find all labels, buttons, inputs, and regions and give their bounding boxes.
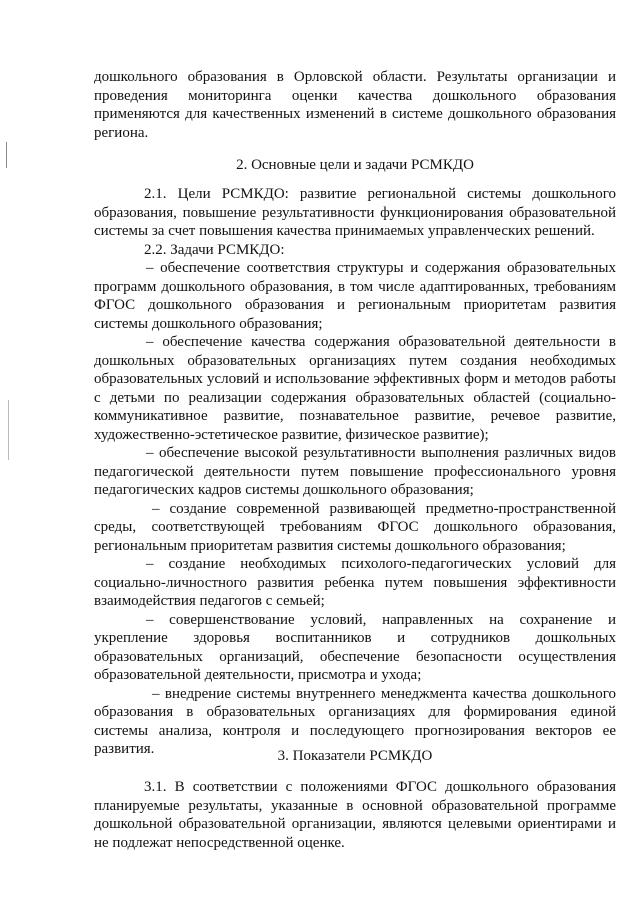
task-item: – обеспечение высокой результативности выполнения различных видов педагогической деятельности путем повышение профессионального уровня педагогических кадров системы дошкольного образования; xyxy=(94,445,616,498)
section-3-heading: 3. Показатели РСМКДО xyxy=(277,748,433,764)
intro-paragraph: дошкольного образования в Орловской области. Результаты организации и проведения мониторинга оценки качества дошкольного образования применяются для качественных изменений в системе дошкольного образования региона. xyxy=(94,69,616,141)
goals-paragraph: 2.1. Цели РСМКДО: развитие региональной системы дошкольного образования, повышение результативности функционирования образовательной системы за счет повышения качества принимаемых управленческих решений. xyxy=(94,186,616,239)
task-item: – совершенствование условий, направленных на сохранение и укрепление здоровья воспитанников и сотрудников дошкольных образовательных организаций, обеспечение безопасности осуществления образовательной деятельности, присмотра и ухода; xyxy=(94,611,616,683)
section-2-body xyxy=(94,185,616,759)
indicators-paragraph: 3.1. В соответствии с положениями ФГОС дошкольного образования планируемые результаты, указанные в основной образовательной программе дошкольной образовательной организации, являются целевыми ориентирами и не подлежат непосредственной оценке. xyxy=(94,779,616,851)
body-text xyxy=(94,68,616,142)
section-3-body xyxy=(94,778,616,852)
task-item: – создание необходимых психолого-педагогических условий для социально-личностного развития ребенка путем повышения эффективности взаимодействия педагогов с семьей; xyxy=(94,556,616,609)
scan-margin-mark xyxy=(8,400,9,460)
tasks-title: 2.2. Задачи РСМКДО: xyxy=(144,241,285,258)
scan-margin-mark xyxy=(6,142,7,168)
section-2-heading: 2. Основные цели и задачи РСМКДО xyxy=(236,157,474,173)
task-item: – внедрение системы внутреннего менеджмента качества дошкольного образования в образовательных организациях для формирования единой системы анализа, контроля и последующего прогнозирования векторов ее развития. xyxy=(94,685,616,757)
task-item: – обеспечение соответствия структуры и содержания образовательных программ дошкольного образования, в том числе адаптированных, требованиям ФГОС дошкольного образования и региональным приоритетам развития системы дошкольного образования; xyxy=(94,260,616,332)
task-item: – создание современной развивающей предметно-пространственной среды, соответствующей требованиям ФГОС дошкольного образования, региональным приоритетам развития системы дошкольного образования; xyxy=(94,500,616,554)
task-item: – обеспечение качества содержания образовательной деятельности в дошкольных образовательных организациях путем создания необходимых образовательных условий и использование эффективных форм и методов работы с детьми по реализации содержания образовательных областей (социально-коммуникативное развитие, познавательное развитие, речевое развитие, художественно-эстетическое развитие, физическое развитие); xyxy=(94,334,616,443)
